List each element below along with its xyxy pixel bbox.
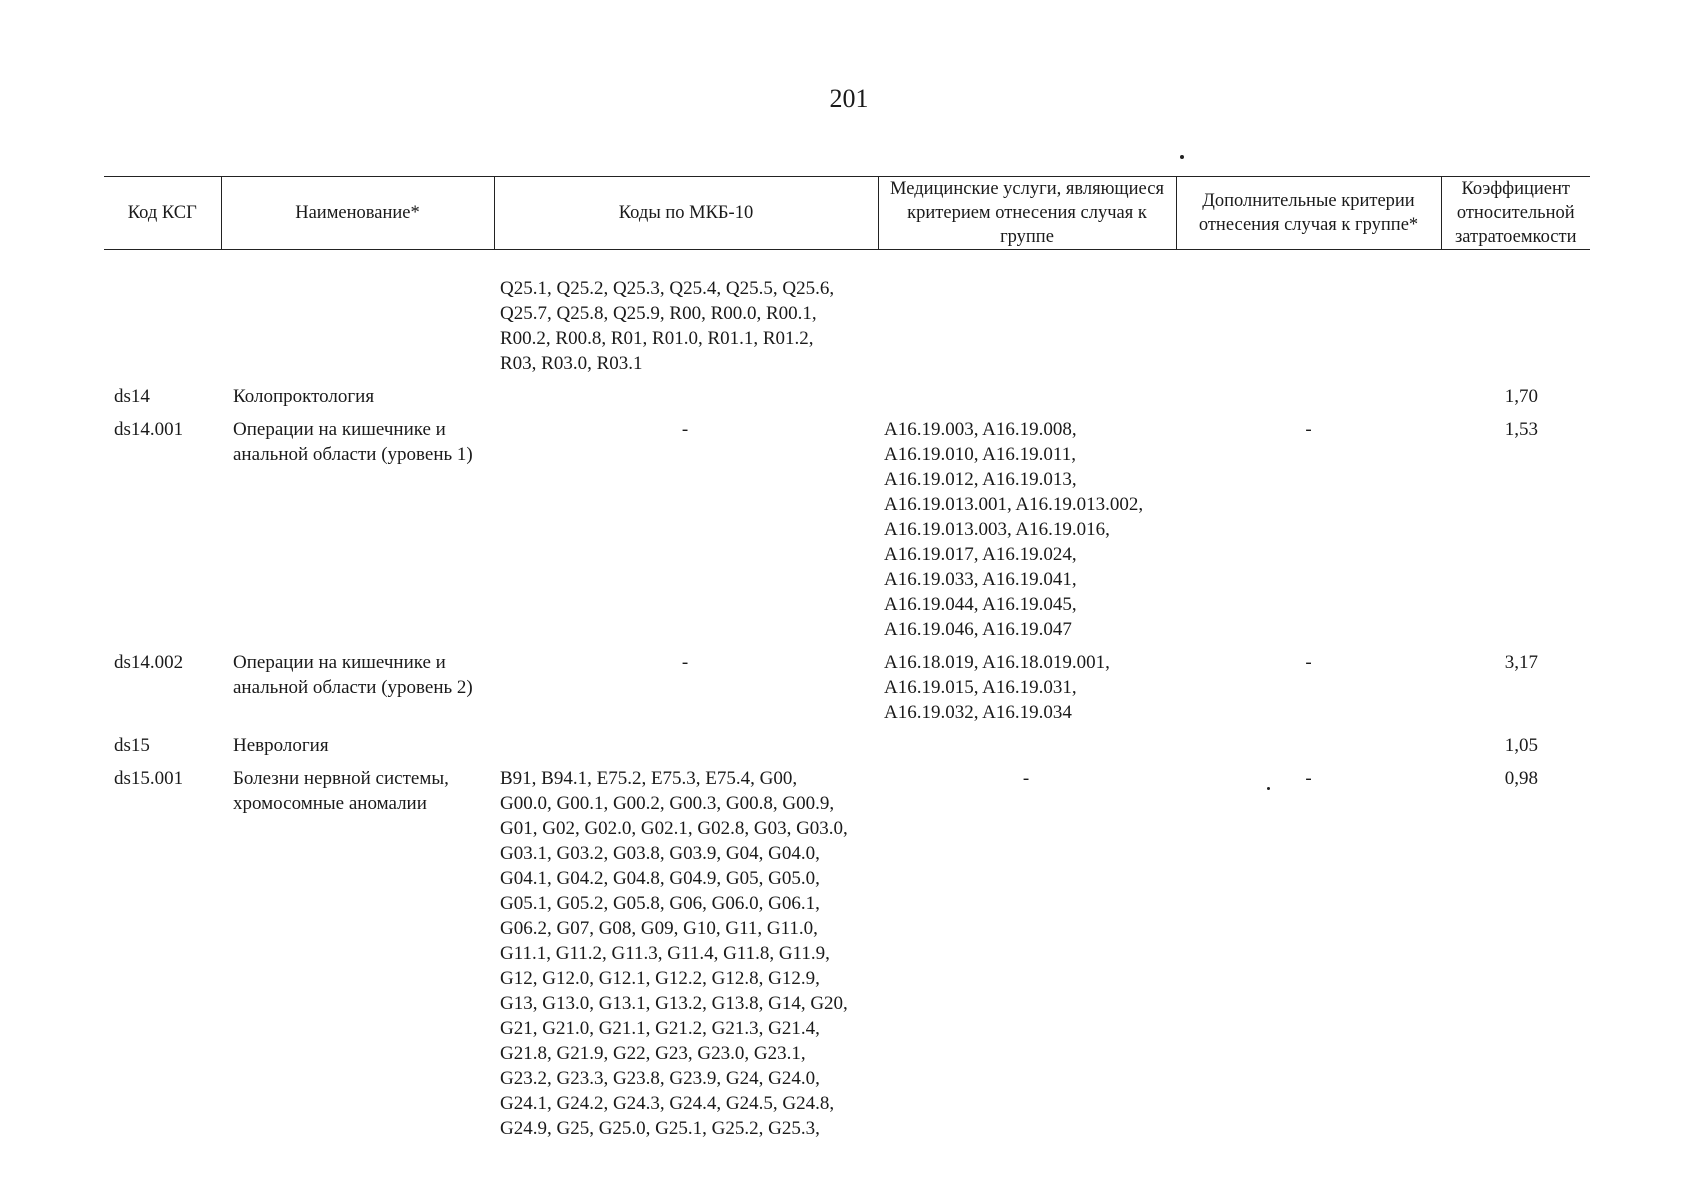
table-header-row — [104, 177, 1590, 250]
table-row — [104, 733, 1590, 766]
cell-code: ds14.001 — [114, 419, 184, 440]
cell-criteria — [1176, 276, 1441, 384]
cell-coefficient: 1,53 — [1504, 419, 1538, 440]
ksg-table — [104, 176, 1590, 1149]
cell-services — [878, 417, 1176, 650]
cell-services — [878, 733, 1176, 766]
header-services: Медицинские услуги, являющиеся критерием отнесения случая к группе — [878, 177, 1176, 250]
table-row — [104, 276, 1590, 384]
header-code: Код КСГ — [104, 177, 221, 250]
cell-coefficient — [1441, 276, 1590, 384]
scan-artifact-dot — [1180, 155, 1184, 159]
cell-code: ds14.002 — [114, 652, 184, 673]
header-name: Наименование* — [221, 177, 494, 250]
cell-criteria: - — [1305, 419, 1312, 440]
service-codes: A16.19.003, A16.19.008, A16.19.010, A16.19.011, A16.19.012, A16.19.013, A16.19.013.001, A16.19.013.002, A16.19.013.003, A16.19.016, A16.19.017, A16.19.024, A16.19.033, A16.19.041, A16.19.044, A16.19.045, A16.19.046, A16.19.047 — [884, 419, 1144, 640]
service-codes: A16.18.019, A16.18.019.001, A16.19.015, A16.19.031, A16.19.032, A16.19.034 — [884, 652, 1110, 723]
cell-coefficient: 1,70 — [1504, 386, 1538, 407]
cell-code: ds15 — [114, 735, 150, 756]
cell-services: - — [1022, 768, 1030, 789]
cell-mkb: - — [681, 419, 689, 440]
cell-mkb — [494, 733, 878, 766]
header-criteria: Дополнительные критерии отнесения случая к группе* — [1176, 177, 1441, 250]
page-number: 201 — [829, 84, 869, 113]
cell-code — [104, 276, 221, 384]
cell-services — [878, 276, 1176, 384]
cell-name: Неврология — [233, 735, 329, 756]
cell-mkb — [494, 384, 878, 417]
table-row — [104, 417, 1590, 650]
cell-name: Операции на кишечнике и анальной области (уровень 1) — [233, 419, 473, 465]
cell-criteria — [1176, 733, 1441, 766]
cell-name: Операции на кишечнике и анальной области (уровень 2) — [233, 652, 473, 698]
mkb-codes: B91, B94.1, E75.2, E75.3, E75.4, G00, G00.0, G00.1, G00.2, G00.3, G00.8, G00.9, G01, G02, G02.0, G02.1, G02.8, G03, G03.0, G03.1, G03.2, G03.8, G03.9, G04, G04.0, G04.1, G04.2, G04.8, G04.9, G05, G05.0, G05.1, G05.2, G05.8, G06, G06.0, G06.1, G06.2, G07, G08, G09, G10, G11, G11.0, G11.1, G11.2, G11.3, G11.4, G11.8, G11.9, G12, G12.0, G12.1, G12.2, G12.8, G12.9, G13, G13.0, G13.1, G13.2, G13.8, G14, G20, G21, G21.0, G21.1, G21.2, G21.3, G21.4, G21.8, G21.9, G22, G23, G23.0, G23.1, G23.2, G23.3, G23.8, G23.9, G24, G24.0, G24.1, G24.2, G24.3, G24.4, G24.5, G24.8, G24.9, G25, G25.0, G25.1, G25.2, G25.3, — [500, 768, 848, 1139]
cell-mkb — [494, 766, 878, 1149]
cell-name — [221, 276, 494, 384]
cell-criteria: - — [1305, 652, 1312, 673]
cell-criteria — [1176, 384, 1441, 417]
cell-code: ds14 — [114, 386, 150, 407]
table-row — [104, 766, 1590, 1149]
cell-name: Колопроктология — [233, 386, 375, 407]
mkb-codes: Q25.1, Q25.2, Q25.3, Q25.4, Q25.5, Q25.6, Q25.7, Q25.8, Q25.9, R00, R00.0, R00.1, R00.2, R00.8, R01, R01.0, R01.1, R01.2, R03, R03.0, R03.1 — [500, 278, 835, 374]
cell-code: ds15.001 — [114, 768, 184, 789]
cell-criteria: - — [1305, 768, 1312, 789]
cell-coefficient: 3,17 — [1504, 652, 1538, 673]
cell-services — [878, 384, 1176, 417]
cell-mkb — [494, 276, 878, 384]
cell-coefficient: 1,05 — [1504, 735, 1538, 756]
cell-name: Болезни нервной системы, хромосомные аномалии — [233, 768, 449, 814]
header-mkb: Коды по МКБ-10 — [494, 177, 878, 250]
cell-services — [878, 650, 1176, 733]
header-coefficient: Коэффициент относительной затратоемкости — [1441, 177, 1590, 250]
table-row — [104, 384, 1590, 417]
table-row — [104, 650, 1590, 733]
cell-mkb: - — [681, 652, 689, 673]
cell-coefficient: 0,98 — [1504, 768, 1538, 789]
